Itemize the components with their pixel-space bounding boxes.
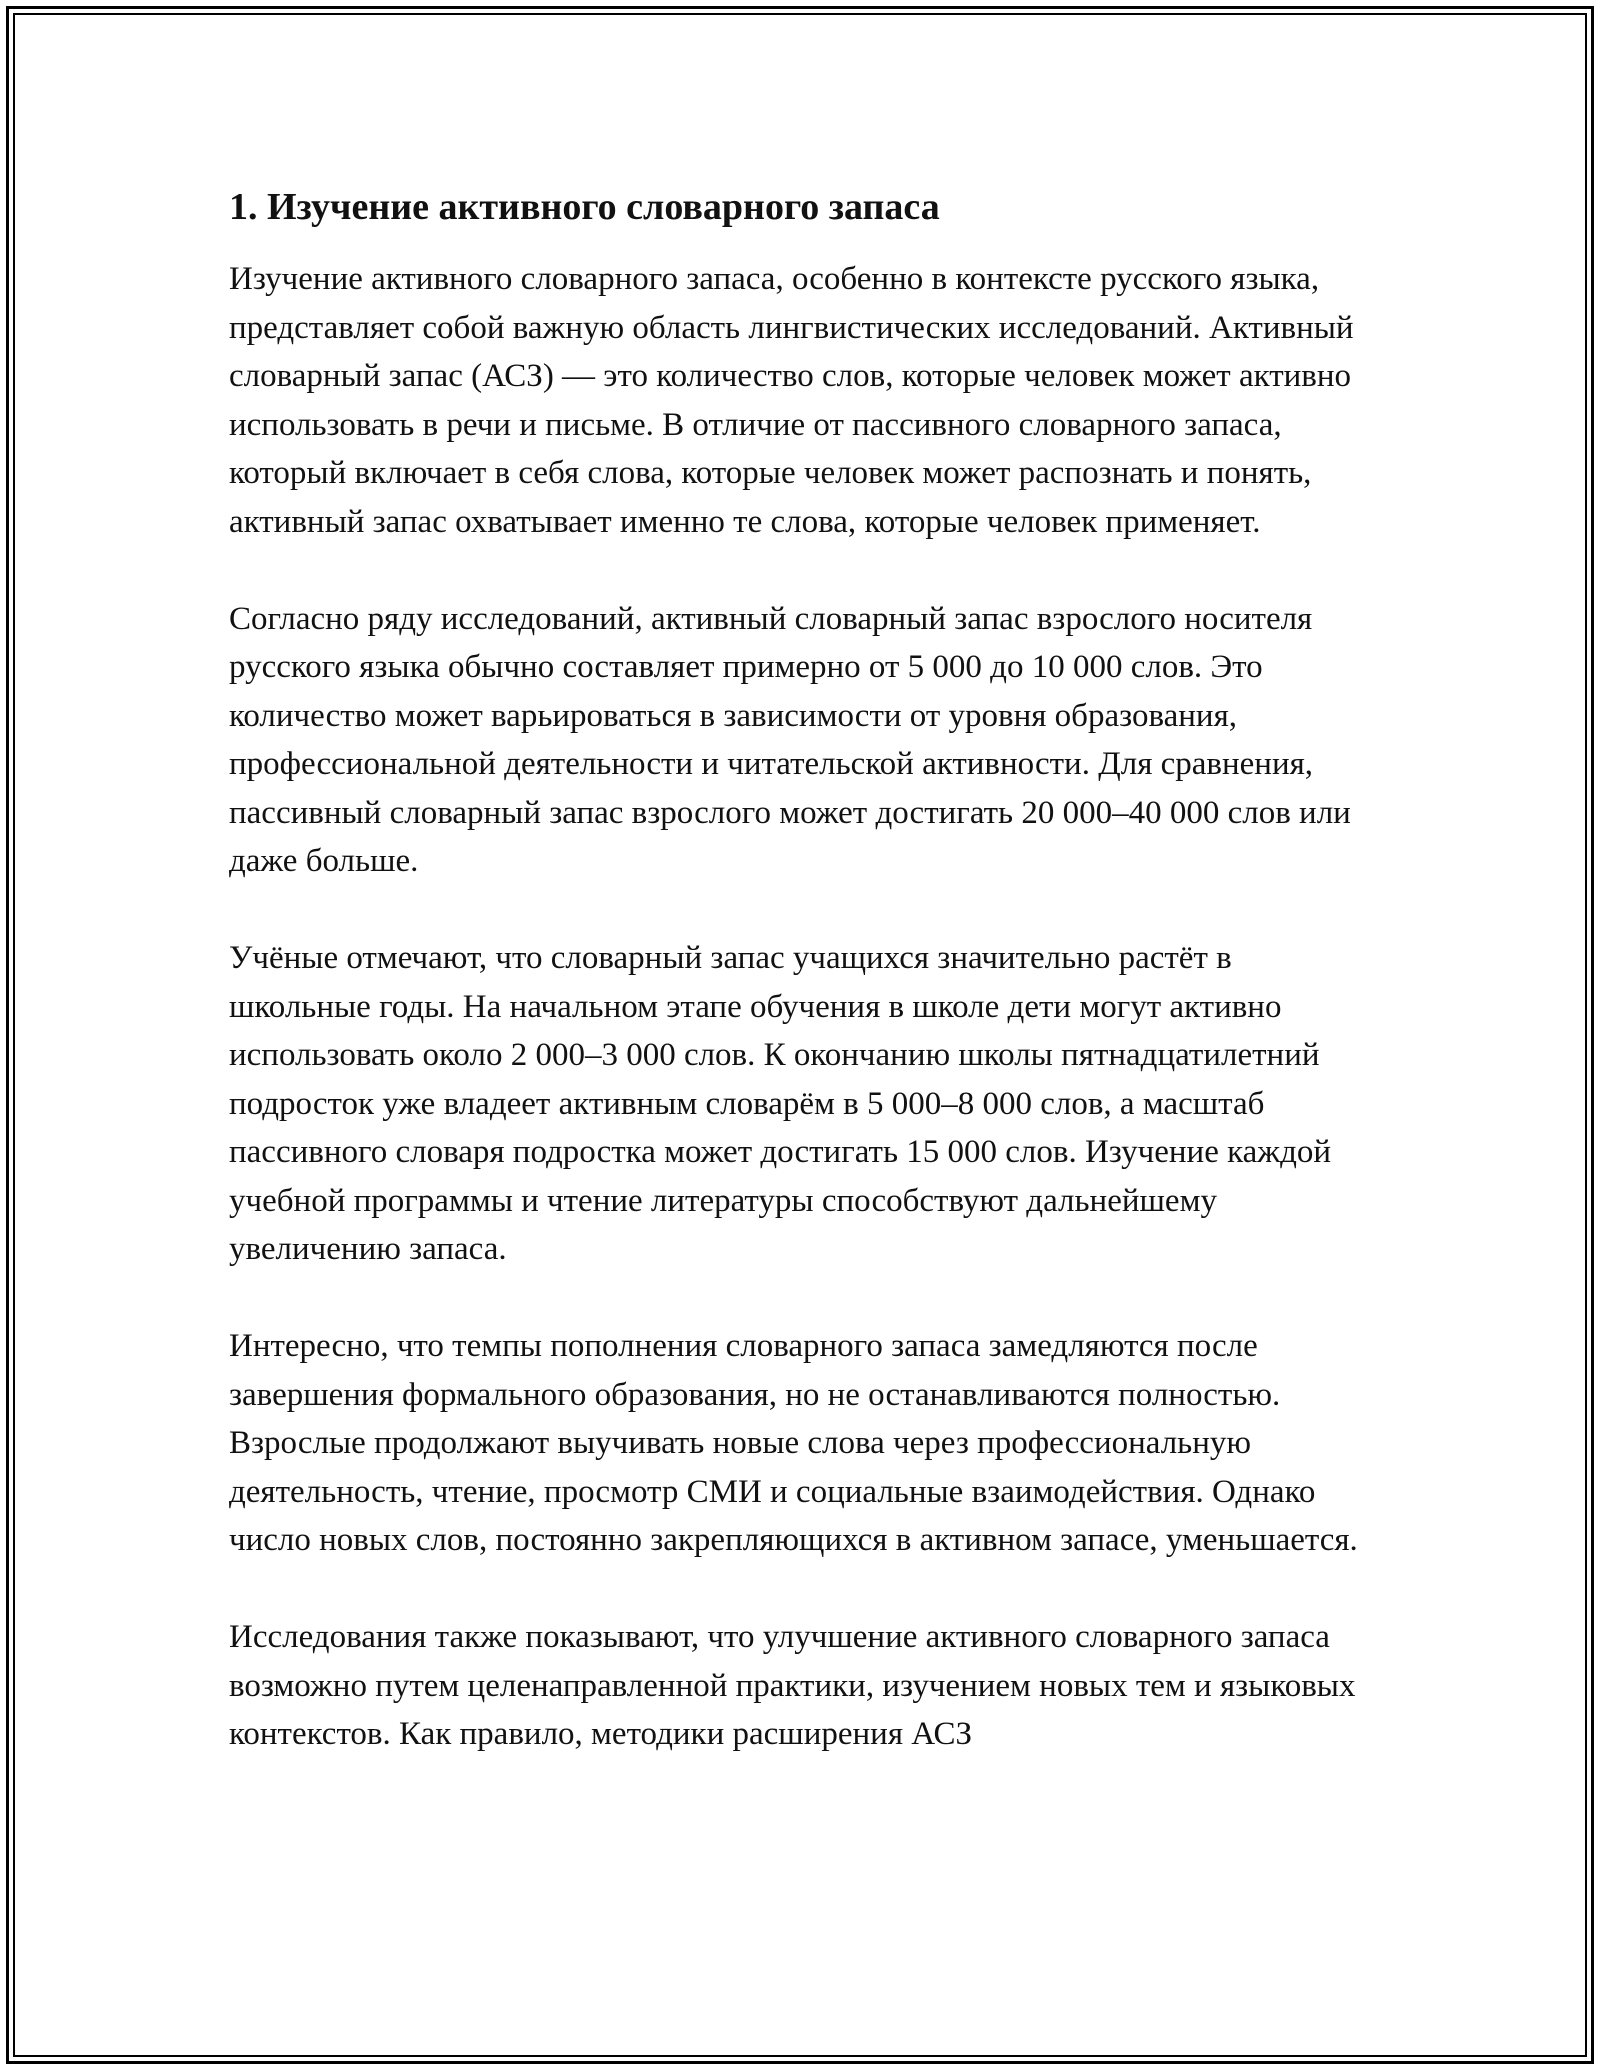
section-heading: 1. Изучение активного словарного запаса [229, 186, 940, 228]
paragraph-3: Учёные отмечают, что словарный запас учащихся значительно растёт в школьные годы. На начальном этапе обучения в школе дети могут активно использовать около 2 000–3 000 слов. К окончанию школы пятнадцатилетний подросток уже владеет активным словарём в 5 000–8 000 слов, а масштаб пассивного словаря подростка может достигать 15 000 слов. Изучение каждой учебной программы и чтение литературы способствуют дальнейшему увеличению запаса. [229, 940, 1332, 1267]
paragraph-5: Исследования также показывают, что улучшение активного словарного запаса возможно путем целенаправленной практики, изучением новых тем и языковых контекстов. Как правило, методики расширения АСЗ [229, 1619, 1356, 1752]
paragraph-4: Интересно, что темпы пополнения словарного запаса замедляются после завершения формального образования, но не останавливаются полностью. Взрослые продолжают выучивать новые слова через профессиональную деятельность, чтение, просмотр СМИ и социальные взаимодействия. Однако число новых слов, постоянно закрепляющихся в активном запасе, уменьшается. [229, 1328, 1358, 1558]
paragraph-1: Изучение активного словарного запаса, особенно в контексте русского языка, представляет собой важную область лингвистических исследований. Активный словарный запас (АСЗ) — это количество слов, которые человек может активно использовать в речи и письме. В отличие от пассивного словарного запаса, который включает в себя слова, которые человек может распознать и понять, активный запас охватывает именно те слова, которые человек применяет. [229, 261, 1354, 540]
document-body [229, 183, 1369, 1807]
paragraph-2: Согласно ряду исследований, активный словарный запас взрослого носителя русского языка обычно составляет примерно от 5 000 до 10 000 слов. Это количество может варьироваться в зависимости от уровня образования, профессиональной деятельности и читательской активности. Для сравнения, пассивный словарный запас взрослого может достигать 20 000–40 000 слов или даже больше. [229, 600, 1351, 879]
